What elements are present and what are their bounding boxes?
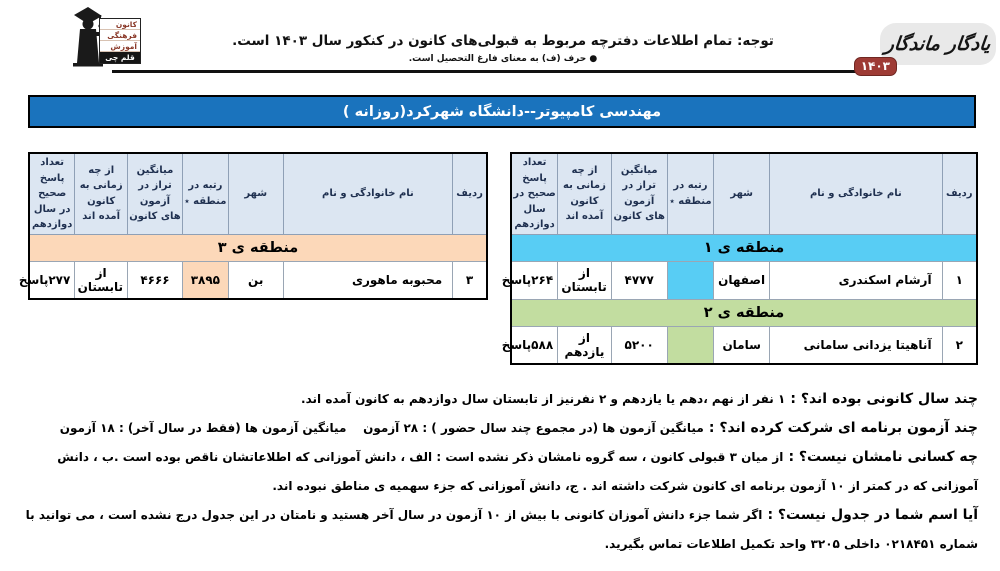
- note-answer: اگر شما جزء دانش آموزان کانونی با بیش از ۱۰ آزمون در سال آخر هستید و نامتان در این جدول درج نشده است ، می توانید با شماره ۰۲۱۸۴۵۱ داخلی ۳۲۰۵ واحد تکمیل اطلاعات تماس بگیرید.: [25, 508, 978, 551]
- cell-since: از تابستان: [75, 261, 128, 299]
- col-correct-answers: تعداد پاسخ صحیح در سال دوازدهم: [511, 153, 558, 234]
- logo-sign-line: فرهنگی: [100, 30, 140, 41]
- cell-since: از یازدهم: [558, 326, 612, 364]
- brand-year-badge: ۱۴۰۳: [854, 57, 897, 76]
- col-city: شهر: [228, 153, 283, 234]
- note-question: آیا اسم شما در جدول نیست؟ :: [767, 507, 978, 523]
- col-correct-answers: تعداد پاسخ صحیح در سال دوازدهم: [29, 153, 75, 234]
- logo-sign-line-ghalamchi: قلم چی: [100, 52, 140, 63]
- region-1-band: [511, 234, 977, 261]
- col-full-name: نام خانوادگی و نام: [283, 153, 452, 234]
- col-since-when: از چه زمانی به کانون آمده اند: [75, 153, 128, 234]
- cell-name: آناهیتا یزدانی سامانی: [770, 326, 942, 364]
- region-3-band: [29, 234, 487, 261]
- cell-city: بن: [228, 261, 283, 299]
- note-answer: از میان ۳ قبولی کانون ، سه گروه نامشان ذکر نشده است : الف ، دانش آموزانی که اطلاعاتشان ناقص بوده است .ب ، دانش آموزانی که در کمتر از ۱۰ آزمون برنامه ای کانون شرکت داشته اند . ج، دانش آموزانی که جزء سهمیه ی مناطق نبوده اند.: [57, 450, 978, 493]
- major-title-bar: [28, 95, 976, 128]
- cell-avg-score: ۴۷۷۷: [611, 261, 667, 299]
- logo-sign-line: آموزش: [100, 41, 140, 52]
- cell-answers: ۲۷۷پاسخ: [29, 261, 75, 299]
- region-1-label: منطقه ی ۱: [511, 234, 977, 261]
- cell-avg-score: ۴۶۶۶: [127, 261, 182, 299]
- cell-index: ۱: [942, 261, 977, 299]
- cell-answers: ۲۶۴پاسخ: [511, 261, 558, 299]
- header-notice: توجه: تمام اطلاعات دفترچه مربوط به قبولی‌های کانون در کنکور سال ۱۴۰۳ است.: [232, 33, 774, 49]
- table-row: [29, 261, 487, 299]
- note-exams-taken: [20, 413, 978, 442]
- cell-index: ۳: [453, 261, 487, 299]
- table-row: [511, 261, 977, 299]
- col-rank-index: ردیف: [453, 153, 487, 234]
- table-header-row: [511, 153, 977, 234]
- logo-sign: [99, 18, 141, 64]
- note-question: چند سال کانونی بوده اند؟ :: [790, 391, 978, 407]
- col-city: شهر: [714, 153, 770, 234]
- cell-since: از تابستان: [558, 261, 612, 299]
- note-answer: ۱ نفر از نهم ،دهم یا یازدهم و ۲ نفرنیز از تابستان سال دوازدهم به کانون آمده اند.: [301, 392, 786, 406]
- note-who-is-missing: [20, 442, 978, 500]
- header-subnote: ● حرف (ف) به معنای فارغ التحصیل است.: [408, 54, 598, 64]
- cell-index: ۲: [942, 326, 977, 364]
- col-avg-score: میانگین تراز در آزمون های کانون: [611, 153, 667, 234]
- cell-answers: ۵۸۸پاسخ: [511, 326, 558, 364]
- region-2-band: [511, 299, 977, 326]
- table-row: [511, 326, 977, 364]
- col-region-rank: رتبه در منطقه ٭: [667, 153, 714, 234]
- region-2-label: منطقه ی ۲: [511, 299, 977, 326]
- col-avg-score: میانگین تراز در آزمون های کانون: [127, 153, 182, 234]
- results-table-regions-1-2: [501, 152, 978, 365]
- note-answer: میانگین آزمون ها (در مجموع چند سال حضور ) : ۲۸ آزمون میانگین آزمون ها (فقط در سال آخر) : ۱۸ آزمون: [59, 421, 704, 435]
- region-3-label: منطقه ی ۳: [29, 234, 487, 261]
- cell-city: سامان: [714, 326, 770, 364]
- kanoon-logo: [73, 5, 141, 71]
- cell-name: محبوبه ماهوری: [283, 261, 452, 299]
- cell-name: آرشام اسکندری: [770, 261, 942, 299]
- major-title: مهندسی کامپیوتر--دانشگاه شهرکرد(روزانه ): [342, 103, 662, 120]
- note-name-not-in-table: [20, 500, 978, 558]
- logo-sign-line: کانون: [100, 19, 140, 30]
- table-header-row: [29, 153, 487, 234]
- cell-city: اصفهان: [714, 261, 770, 299]
- note-years-in-kanoon: [20, 384, 978, 413]
- brand-badge: [880, 23, 996, 65]
- note-question: چه کسانی نامشان نیست؟ :: [788, 449, 978, 465]
- header-divider: [112, 70, 860, 73]
- col-rank-index: ردیف: [942, 153, 977, 234]
- cell-region-rank: [667, 326, 714, 364]
- col-since-when: از چه زمانی به کانون آمده اند: [558, 153, 612, 234]
- footer-notes: [20, 384, 978, 558]
- brand-title: یادگار ماندگار: [884, 33, 992, 55]
- col-full-name: نام خانوادگی و نام: [770, 153, 942, 234]
- cell-region-rank: [667, 261, 714, 299]
- cell-region-rank: ۳۸۹۵: [182, 261, 228, 299]
- results-table-region-3: [18, 152, 488, 300]
- note-question: چند آزمون برنامه ای شرکت کرده اند؟ :: [708, 420, 978, 436]
- col-region-rank: رتبه در منطقه ٭: [182, 153, 228, 234]
- cell-avg-score: ۵۲۰۰: [611, 326, 667, 364]
